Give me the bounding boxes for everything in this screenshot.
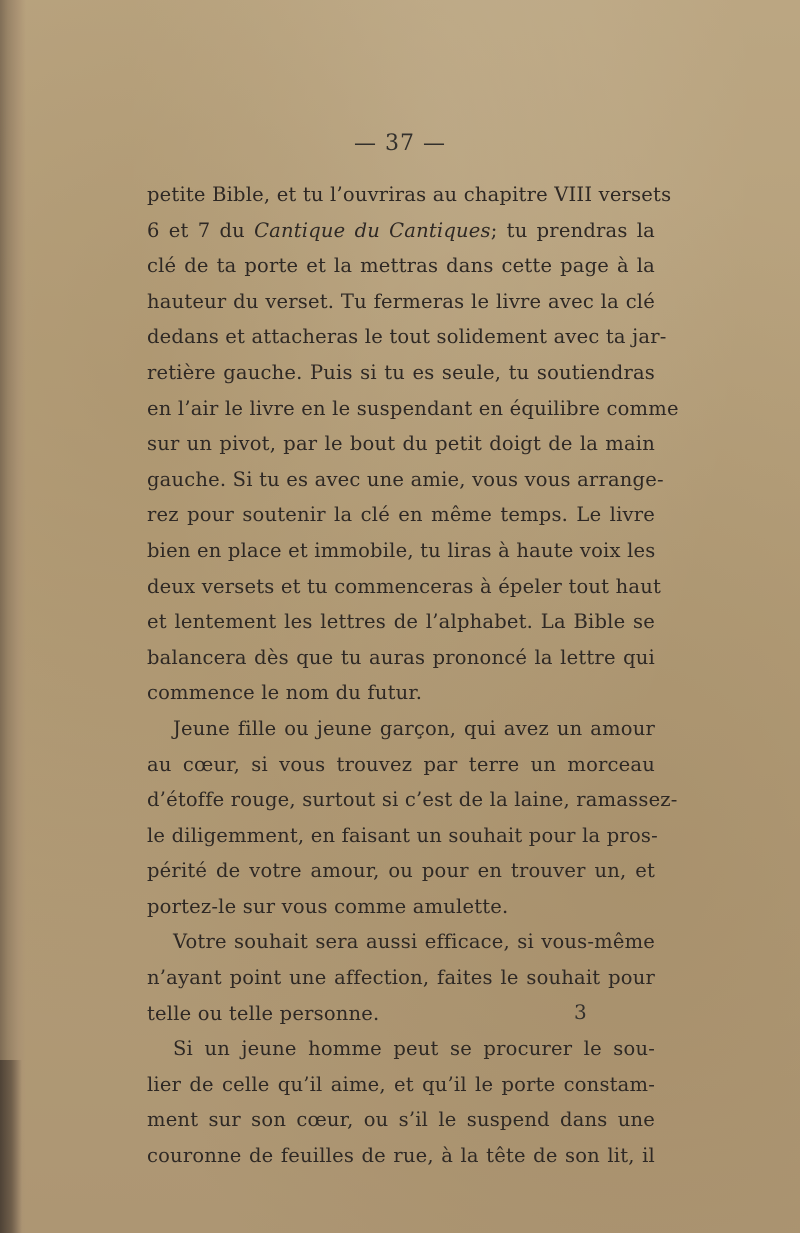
text-line: lier de celle qu’il aime, et qu’il le porte constam- — [147, 1072, 655, 1096]
text-line: n’ayant point une affection, faites le souhait pour — [147, 966, 655, 990]
text-line: au cœur, si vous trouvez par terre un morceau — [147, 752, 655, 776]
signature-mark: 3 — [574, 1000, 587, 1024]
page-binding-edge — [0, 0, 26, 1233]
page-binding-shadow — [0, 1060, 22, 1233]
text-line: Votre souhait sera aussi efficace, si vous-même — [173, 930, 655, 954]
text-line: telle ou telle personne. — [147, 1001, 380, 1025]
text-line: dedans et attacheras le tout solidement avec ta jar- — [147, 325, 667, 349]
text-line: sur un pivot, par le bout du petit doigt de la main — [147, 432, 655, 456]
text-line: ment sur son cœur, ou s’il le suspend dans une — [147, 1108, 655, 1132]
page-header: — 37 — — [354, 131, 446, 156]
text-line: Si un jeune homme peut se procurer le sou- — [173, 1037, 655, 1061]
text-line: en l’air le livre en le suspendant en équilibre comme — [147, 396, 679, 420]
text-fragment: ; tu prendras la — [490, 218, 655, 242]
text-line: portez-le sur vous comme amulette. — [147, 894, 509, 918]
text-line: hauteur du verset. Tu fermeras le livre avec la clé — [147, 289, 655, 313]
text-line — [147, 213, 655, 249]
text-line: rez pour soutenir la clé en même temps. Le livre — [147, 503, 655, 527]
text-line: d’étoffe rouge, surtout si c’est de la laine, ramassez- — [147, 788, 678, 812]
text-line: gauche. Si tu es avec une amie, vous vous arrange- — [147, 467, 664, 491]
text-line: retière gauche. Puis si tu es seule, tu soutiendras — [147, 360, 655, 384]
body-text — [147, 177, 679, 1174]
text-line: périté de votre amour, ou pour en trouver un, et — [147, 859, 655, 883]
text-line: petite Bible, et tu l’ouvriras au chapitre VIII versets — [147, 183, 672, 206]
text-line: et lentement les lettres de l’alphabet. La Bible se — [147, 610, 655, 634]
text-line: le diligemment, en faisant un souhait pour la pros- — [147, 823, 658, 847]
text-line: balancera dès que tu auras prononcé la lettre qui — [147, 645, 655, 669]
text-line: Jeune fille ou jeune garçon, qui avez un amour — [173, 716, 655, 740]
text-line: bien en place et immobile, tu liras à haute voix les — [147, 538, 656, 562]
text-line: couronne de feuilles de rue, à la tête de son lit, il — [147, 1144, 655, 1168]
text-line: deux versets et tu commenceras à épeler tout haut — [147, 574, 662, 598]
text-line: commence le nom du futur. — [147, 681, 423, 705]
text-line: clé de ta porte et la mettras dans cette page à la — [147, 254, 655, 278]
book-title: Cantique du Cantiques — [254, 218, 491, 242]
text-fragment: 6 et 7 du — [147, 218, 245, 242]
